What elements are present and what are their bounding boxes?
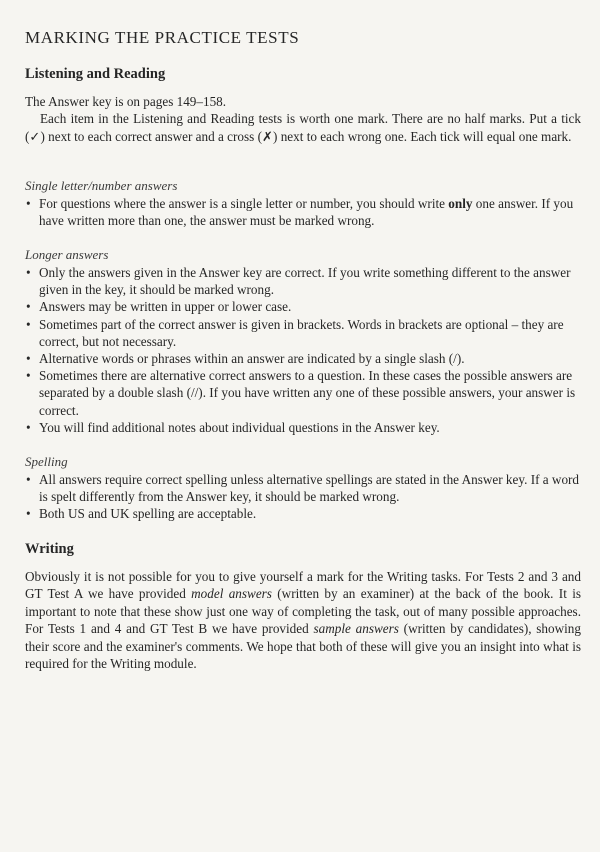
listening-reading-text — [25, 93, 581, 145]
spelling-subheading: Spelling — [25, 454, 68, 469]
writing-heading: Writing — [25, 541, 74, 557]
longer-answers-list — [25, 264, 581, 436]
list-item: • Only the answers given in the Answer key are correct. If you write something different to the answer given in the key, it should be marked wrong. — [25, 264, 581, 298]
answer-key-pages-line: The Answer key is on pages 149–158. — [25, 94, 227, 109]
page-title: MARKING THE PRACTICE TESTS — [25, 28, 300, 47]
listening-reading-heading: Listening and Reading — [25, 66, 166, 82]
longer-answers-subheading: Longer answers — [25, 247, 109, 262]
list-item: • Both US and UK spelling are acceptable. — [25, 505, 581, 522]
single-answers-subheading: Single letter/number answers — [25, 178, 178, 193]
single-answers-list — [25, 195, 581, 229]
list-item: • All answers require correct spelling unless alternative spellings are stated in the Answer key. If a word is spelt differently from the Answer key, it should be marked wrong. — [25, 471, 581, 505]
marking-instructions: Each item in the Listening and Reading tests is worth one mark. There are no half marks. Put a tick (✓) next to each correct answer and a cross (✗) next to each wrong one. Each tick will equal one mark. — [25, 111, 581, 144]
list-item: • Sometimes there are alternative correct answers to a question. In these cases the possible answers are separated by a double slash (//). If you have written any one of these possible answers, your answer is correct. — [25, 367, 581, 419]
list-item: • You will find additional notes about individual questions in the Answer key. — [25, 419, 581, 436]
list-item: • Answers may be written in upper or lower case. — [25, 298, 581, 315]
list-item: • Alternative words or phrases within an answer are indicated by a single slash (/). — [25, 350, 581, 367]
spelling-list — [25, 471, 581, 523]
list-item: • Sometimes part of the correct answer is given in brackets. Words in brackets are optional – they are correct, but not necessary. — [25, 316, 581, 350]
list-item: • For questions where the answer is a single letter or number, you should write only one answer. If you have written more than one, the answer must be marked wrong. — [25, 195, 581, 229]
writing-paragraph: Obviously it is not possible for you to give yourself a mark for the Writing tasks. For Tests 2 and 3 and GT Test A we have provided model answers (written by an examiner) at the back of the book. It is important to note that these show just one way of completing the task, out of many possible approaches. For Tests 1 and 4 and GT Test B we have provided sample answers (written by candidates), showing their score and the examiner's comments. We hope that both of these will give you an insight into what is required for the Writing module. — [25, 569, 581, 672]
